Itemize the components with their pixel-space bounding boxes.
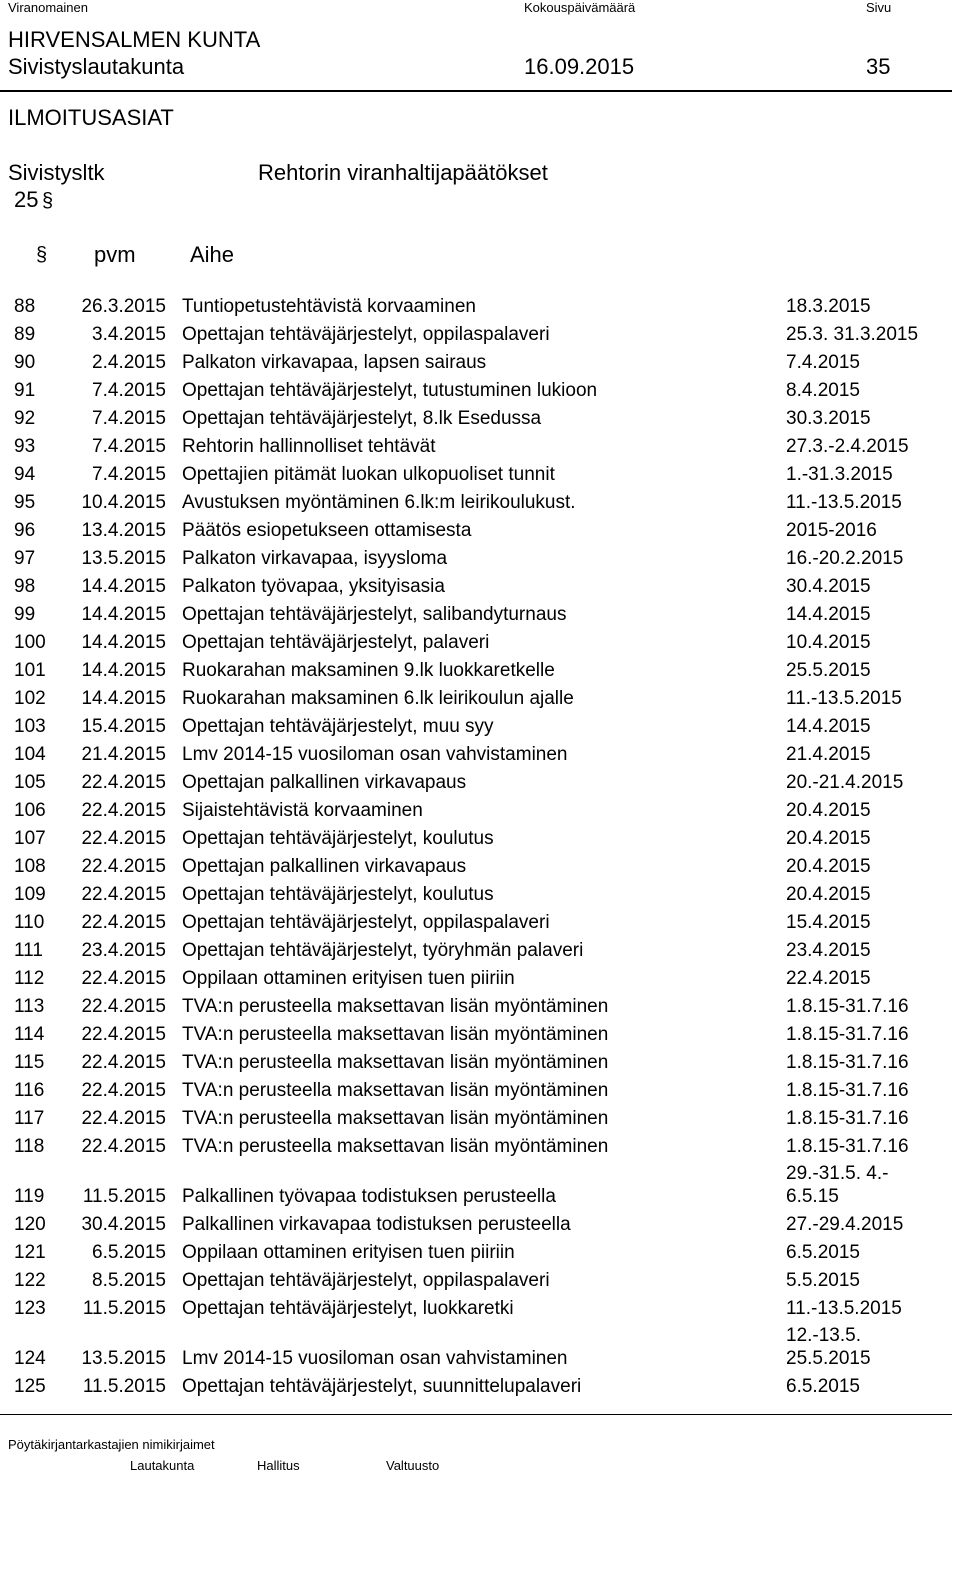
- decision-date: 22.4.2015: [81, 828, 166, 849]
- decision-number: 120: [14, 1214, 46, 1235]
- decision-topic: TVA:n perusteella maksettavan lisän myöntäminen: [182, 1136, 609, 1157]
- decision-period-line1: 12.-13.5.: [786, 1325, 861, 1346]
- decision-topic: TVA:n perusteella maksettavan lisän myöntäminen: [182, 1052, 609, 1073]
- decision-date: 11.5.2015: [82, 1298, 166, 1319]
- decision-period: 1.8.15-31.7.16: [786, 1136, 909, 1157]
- list-item: [0, 1024, 952, 1052]
- decision-number: 99: [14, 604, 36, 625]
- decision-date: 14.4.2015: [81, 688, 166, 709]
- decision-date: 22.4.2015: [81, 1080, 166, 1101]
- footer-col-hallitus: Hallitus: [257, 1458, 300, 1473]
- footer-initials-label: Pöytäkirjantarkastajien nimikirjaimet: [8, 1437, 215, 1452]
- list-item: [0, 1080, 952, 1108]
- subheading-title: Rehtorin viranhaltijapäätökset: [258, 160, 548, 185]
- section-title: ILMOITUSASIAT: [8, 105, 174, 130]
- decision-topic: Opettajan palkallinen virkavapaus: [182, 856, 467, 877]
- decision-topic: Palkaton virkavapaa, lapsen sairaus: [182, 352, 487, 373]
- decision-number: 123: [14, 1298, 46, 1319]
- decision-date: 30.4.2015: [81, 1214, 166, 1235]
- decision-date: 14.4.2015: [81, 604, 166, 625]
- decision-number: 91: [14, 380, 36, 401]
- decision-number: 113: [14, 996, 45, 1017]
- decision-topic: Opettajan tehtäväjärjestelyt, palaveri: [182, 632, 490, 653]
- list-item: [0, 520, 952, 548]
- decision-date: 22.4.2015: [81, 968, 166, 989]
- decision-date: 7.4.2015: [92, 436, 166, 457]
- list-item: [0, 1214, 952, 1242]
- list-item: [0, 996, 952, 1024]
- decision-date: 22.4.2015: [81, 996, 166, 1017]
- decision-period: 27.-29.4.2015: [786, 1214, 904, 1235]
- decision-period: 14.4.2015: [786, 716, 871, 737]
- decision-number: 103: [14, 716, 46, 737]
- decision-date: 13.5.2015: [81, 1348, 166, 1369]
- decision-topic: Opettajan tehtäväjärjestelyt, oppilaspalaveri: [182, 324, 550, 345]
- decision-period: 21.4.2015: [786, 744, 871, 765]
- decision-topic: Oppilaan ottaminen erityisen tuen piiriin: [182, 1242, 515, 1263]
- decision-date: 22.4.2015: [81, 884, 166, 905]
- decision-date: 22.4.2015: [81, 856, 166, 877]
- decision-topic: Päätös esiopetukseen ottamisesta: [182, 520, 472, 541]
- subheading-left: Sivistysltk: [8, 160, 105, 185]
- decision-date: 23.4.2015: [81, 940, 166, 961]
- decision-number: 102: [14, 688, 46, 709]
- decision-topic: Opettajan tehtäväjärjestelyt, luokkaretki: [182, 1298, 514, 1319]
- decision-number: 112: [14, 968, 45, 989]
- decision-topic: Ruokarahan maksaminen 6.lk leirikoulun ajalle: [182, 688, 574, 709]
- list-item: [0, 856, 952, 884]
- decision-number: 90: [14, 352, 36, 373]
- decision-topic: Oppilaan ottaminen erityisen tuen piiriin: [182, 968, 515, 989]
- decision-number: 104: [14, 744, 46, 765]
- decision-number: 98: [14, 576, 36, 597]
- decision-period: 30.3.2015: [786, 408, 871, 429]
- bullet-icon: §: [42, 190, 54, 212]
- committee-name: Sivistyslautakunta: [8, 54, 185, 79]
- decision-topic: Opettajan tehtäväjärjestelyt, muu syy: [182, 716, 494, 737]
- decision-period: 25.5.2015: [786, 1348, 871, 1369]
- decision-number: 101: [14, 660, 46, 681]
- decision-period: 20.-21.4.2015: [786, 772, 904, 793]
- decision-number: 119: [14, 1186, 45, 1207]
- list-item: [0, 436, 952, 464]
- list-item: [0, 464, 952, 492]
- decision-number: 97: [14, 548, 36, 569]
- decision-topic: TVA:n perusteella maksettavan lisän myöntäminen: [182, 996, 609, 1017]
- list-item: [0, 324, 952, 352]
- decision-period: 18.3.2015: [786, 296, 871, 317]
- decision-date: 22.4.2015: [81, 1136, 166, 1157]
- list-item: [0, 1163, 952, 1214]
- list-item: [0, 1108, 952, 1136]
- decision-period: 23.4.2015: [786, 940, 871, 961]
- decision-number: 116: [14, 1080, 45, 1101]
- decision-topic: Palkallinen virkavapaa todistuksen perusteella: [182, 1214, 571, 1235]
- decision-date: 10.4.2015: [81, 492, 166, 513]
- decision-number: 88: [14, 296, 36, 317]
- col-header-topic: Aihe: [190, 242, 235, 267]
- list-item: [0, 1376, 952, 1404]
- decision-topic: Sijaistehtävistä korvaaminen: [182, 800, 423, 821]
- col-header-date: pvm: [94, 242, 136, 267]
- list-item: [0, 1298, 952, 1326]
- decision-topic: TVA:n perusteella maksettavan lisän myöntäminen: [182, 1080, 609, 1101]
- decision-topic: Opettajien pitämät luokan ulkopuoliset tunnit: [182, 464, 555, 485]
- list-item: [0, 632, 952, 660]
- municipality-name: HIRVENSALMEN KUNTA: [8, 27, 261, 52]
- decision-topic: Rehtorin hallinnolliset tehtävät: [182, 436, 436, 457]
- decision-period: 30.4.2015: [786, 576, 871, 597]
- decision-topic: Opettajan tehtäväjärjestelyt, oppilaspalaveri: [182, 1270, 550, 1291]
- list-item: [0, 800, 952, 828]
- decision-topic: Opettajan tehtäväjärjestelyt, oppilaspalaveri: [182, 912, 550, 933]
- decision-number: 124: [14, 1348, 46, 1369]
- decision-period: 7.4.2015: [786, 352, 860, 373]
- decision-period: 11.-13.5.2015: [786, 1298, 902, 1319]
- decision-topic: TVA:n perusteella maksettavan lisän myöntäminen: [182, 1024, 609, 1045]
- footer-divider: [0, 1414, 952, 1415]
- decision-topic: Opettajan tehtäväjärjestelyt, työryhmän palaveri: [182, 940, 584, 961]
- subheading-number: 25: [14, 187, 39, 212]
- decision-number: 115: [14, 1052, 45, 1073]
- decision-number: 114: [14, 1024, 45, 1045]
- decision-period: 15.4.2015: [786, 912, 871, 933]
- decision-number: 96: [14, 520, 36, 541]
- decision-date: 11.5.2015: [82, 1376, 166, 1397]
- bullet-icon: §: [36, 244, 48, 266]
- decision-number: 106: [14, 800, 46, 821]
- list-item: [0, 380, 952, 408]
- list-item: [0, 660, 952, 688]
- list-item: [0, 492, 952, 520]
- decision-topic: Opettajan tehtäväjärjestelyt, koulutus: [182, 828, 494, 849]
- decision-date: 13.5.2015: [81, 548, 166, 569]
- decision-period: 1.8.15-31.7.16: [786, 1080, 909, 1101]
- list-item: [0, 408, 952, 436]
- decision-number: 111: [14, 940, 43, 961]
- decision-date: 3.4.2015: [92, 324, 166, 345]
- decision-period: 14.4.2015: [786, 604, 871, 625]
- list-item: [0, 1242, 952, 1270]
- decision-period: 20.4.2015: [786, 828, 871, 849]
- decision-topic: Palkaton työvapaa, yksityisasia: [182, 576, 445, 597]
- meeting-date: 16.09.2015: [524, 54, 635, 79]
- list-item: [0, 576, 952, 604]
- decision-date: 22.4.2015: [81, 800, 166, 821]
- decision-topic: Opettajan palkallinen virkavapaus: [182, 772, 467, 793]
- decision-topic: Palkallinen työvapaa todistuksen perusteella: [182, 1186, 556, 1207]
- decision-date: 15.4.2015: [81, 716, 166, 737]
- decision-date: 22.4.2015: [81, 912, 166, 933]
- decision-date: 8.5.2015: [92, 1270, 166, 1291]
- decision-number: 117: [14, 1108, 45, 1129]
- decision-date: 22.4.2015: [81, 1108, 166, 1129]
- list-item: [0, 716, 952, 744]
- header-divider: [0, 90, 952, 92]
- decision-period: 25.3. 31.3.2015: [786, 324, 919, 345]
- decision-number: 89: [14, 324, 36, 345]
- decision-topic: TVA:n perusteella maksettavan lisän myöntäminen: [182, 1108, 609, 1129]
- decision-topic: Palkaton virkavapaa, isyysloma: [182, 548, 448, 569]
- header-page-label: Sivu: [866, 0, 892, 15]
- decision-topic: Opettajan tehtäväjärjestelyt, koulutus: [182, 884, 494, 905]
- decision-topic: Lmv 2014-15 vuosiloman osan vahvistaminen: [182, 1348, 568, 1369]
- decision-date: 22.4.2015: [81, 772, 166, 793]
- decision-period: 16.-20.2.2015: [786, 548, 904, 569]
- decision-period: 1.-31.3.2015: [786, 464, 893, 485]
- decision-period: 6.5.15: [786, 1186, 839, 1207]
- list-item: [0, 744, 952, 772]
- footer-col-valtuusto: Valtuusto: [386, 1458, 440, 1473]
- decision-number: 107: [14, 828, 46, 849]
- decision-number: 93: [14, 436, 36, 457]
- decision-topic: Tuntiopetustehtävistä korvaaminen: [182, 296, 476, 317]
- decision-number: 122: [14, 1270, 46, 1291]
- decision-period: 2015-2016: [786, 520, 877, 541]
- decision-period: 1.8.15-31.7.16: [786, 1024, 909, 1045]
- list-item: [0, 940, 952, 968]
- decision-topic: Avustuksen myöntäminen 6.lk:m leirikoulukust.: [182, 492, 576, 513]
- decision-number: 92: [14, 408, 36, 429]
- list-item: [0, 688, 952, 716]
- decision-date: 2.4.2015: [92, 352, 166, 373]
- decision-number: 118: [14, 1136, 45, 1157]
- decision-number: 105: [14, 772, 46, 793]
- decision-topic: Opettajan tehtäväjärjestelyt, 8.lk Esedussa: [182, 408, 542, 429]
- decision-date: 26.3.2015: [81, 296, 166, 317]
- decision-date: 14.4.2015: [81, 632, 166, 653]
- decision-date: 14.4.2015: [81, 576, 166, 597]
- decision-topic: Opettajan tehtäväjärjestelyt, tutustuminen lukioon: [182, 380, 598, 401]
- decision-topic: Opettajan tehtäväjärjestelyt, suunnittelupalaveri: [182, 1376, 582, 1397]
- decision-number: 94: [14, 464, 36, 485]
- decision-period: 6.5.2015: [786, 1376, 860, 1397]
- list-item: [0, 884, 952, 912]
- decision-date: 13.4.2015: [81, 520, 166, 541]
- decision-period: 11.-13.5.2015: [786, 492, 902, 513]
- page-number: 35: [866, 54, 891, 79]
- decision-number: 100: [14, 632, 46, 653]
- decision-period: 11.-13.5.2015: [786, 688, 902, 709]
- decision-period: 6.5.2015: [786, 1242, 860, 1263]
- decision-number: 110: [14, 912, 45, 933]
- decision-topic: Ruokarahan maksaminen 9.lk luokkaretkelle: [182, 660, 555, 681]
- decision-period: 1.8.15-31.7.16: [786, 1108, 909, 1129]
- list-item: [0, 772, 952, 800]
- decision-date: 11.5.2015: [82, 1186, 166, 1207]
- decision-period: 22.4.2015: [786, 968, 871, 989]
- header-official-label: Viranomainen: [8, 0, 88, 15]
- decision-number: 125: [14, 1376, 46, 1397]
- decision-period: 1.8.15-31.7.16: [786, 1052, 909, 1073]
- decision-period-line1: 29.-31.5. 4.-: [786, 1163, 889, 1184]
- list-item: [0, 604, 952, 632]
- list-item: [0, 296, 952, 324]
- decision-date: 22.4.2015: [81, 1024, 166, 1045]
- decision-number: 109: [14, 884, 46, 905]
- decision-date: 21.4.2015: [81, 744, 166, 765]
- decision-period: 5.5.2015: [786, 1270, 860, 1291]
- decision-date: 14.4.2015: [81, 660, 166, 681]
- footer-col-lautakunta: Lautakunta: [130, 1458, 195, 1473]
- decision-date: 22.4.2015: [81, 1052, 166, 1073]
- decision-date: 7.4.2015: [92, 380, 166, 401]
- decision-period: 8.4.2015: [786, 380, 860, 401]
- list-item: [0, 1136, 952, 1164]
- list-item: [0, 1052, 952, 1080]
- list-item: [0, 352, 952, 380]
- list-item: [0, 548, 952, 576]
- decision-period: 20.4.2015: [786, 856, 871, 877]
- list-item: [0, 828, 952, 856]
- list-item: [0, 912, 952, 940]
- header-meeting-date-label: Kokouspäivämäärä: [524, 0, 636, 15]
- decision-date: 6.5.2015: [92, 1242, 166, 1263]
- decision-period: 20.4.2015: [786, 884, 871, 905]
- list-item: [0, 968, 952, 996]
- decision-date: 7.4.2015: [92, 408, 166, 429]
- decision-date: 7.4.2015: [92, 464, 166, 485]
- decision-period: 20.4.2015: [786, 800, 871, 821]
- list-item: [0, 1325, 952, 1376]
- decision-number: 108: [14, 856, 46, 877]
- decision-period: 1.8.15-31.7.16: [786, 996, 909, 1017]
- list-item: [0, 1270, 952, 1298]
- decision-period: 25.5.2015: [786, 660, 871, 681]
- decision-topic: Lmv 2014-15 vuosiloman osan vahvistaminen: [182, 744, 568, 765]
- decision-period: 10.4.2015: [786, 632, 871, 653]
- decision-topic: Opettajan tehtäväjärjestelyt, salibandyturnaus: [182, 604, 567, 625]
- decision-number: 95: [14, 492, 36, 513]
- decision-number: 121: [14, 1242, 46, 1263]
- decision-period: 27.3.-2.4.2015: [786, 436, 909, 457]
